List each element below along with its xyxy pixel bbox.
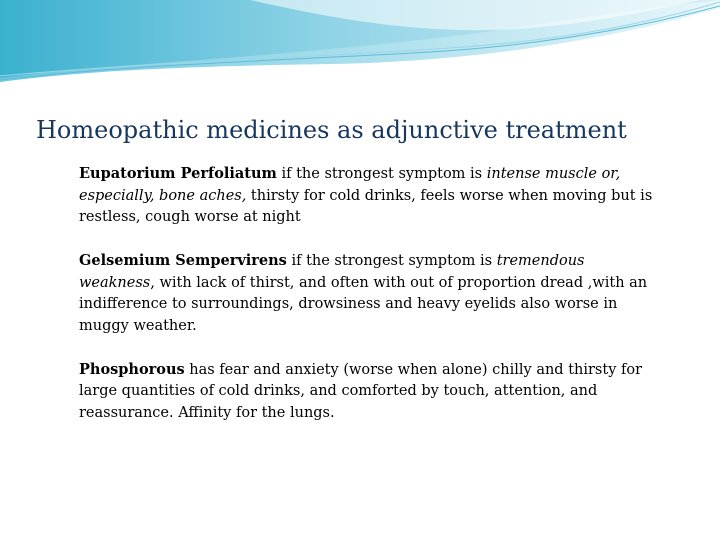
paragraph-emphasis: tremendous weakness <box>79 253 585 291</box>
paragraph-gelsemium <box>79 250 659 337</box>
paragraph-text: has fear and anxiety (worse when alone) chilly and thirsty for large quantities of cold drinks, and comforted by touch, attention, and reassurance. Affinity for the lungs. <box>79 361 643 421</box>
header-wave-decoration <box>0 0 720 100</box>
paragraph-text: if the strongest symptom is <box>276 166 487 182</box>
paragraph-eupatorium <box>79 163 659 229</box>
paragraph-phosphorous <box>79 359 659 425</box>
paragraph-text: if the strongest symptom is <box>286 253 497 269</box>
paragraph-text: , with lack of thirst, and often with out of proportion dread ,with an indifference to surroundings, drowsiness and heavy eyelids also worse in muggy weather. <box>79 274 648 334</box>
body-text <box>79 163 659 446</box>
paragraph-text: thirsty for cold drinks, feels worse when moving but is restless, cough worse at night <box>79 187 653 225</box>
remedy-name: Eupatorium Perfoliatum <box>79 165 277 182</box>
paragraph-emphasis: intense muscle or, especially, bone aches, <box>79 166 621 204</box>
slide-title: Homeopathic medicines as adjunctive treatment <box>36 116 627 144</box>
remedy-name: Phosphorous <box>79 360 185 378</box>
remedy-name: Gelsemium Sempervirens <box>79 252 287 269</box>
